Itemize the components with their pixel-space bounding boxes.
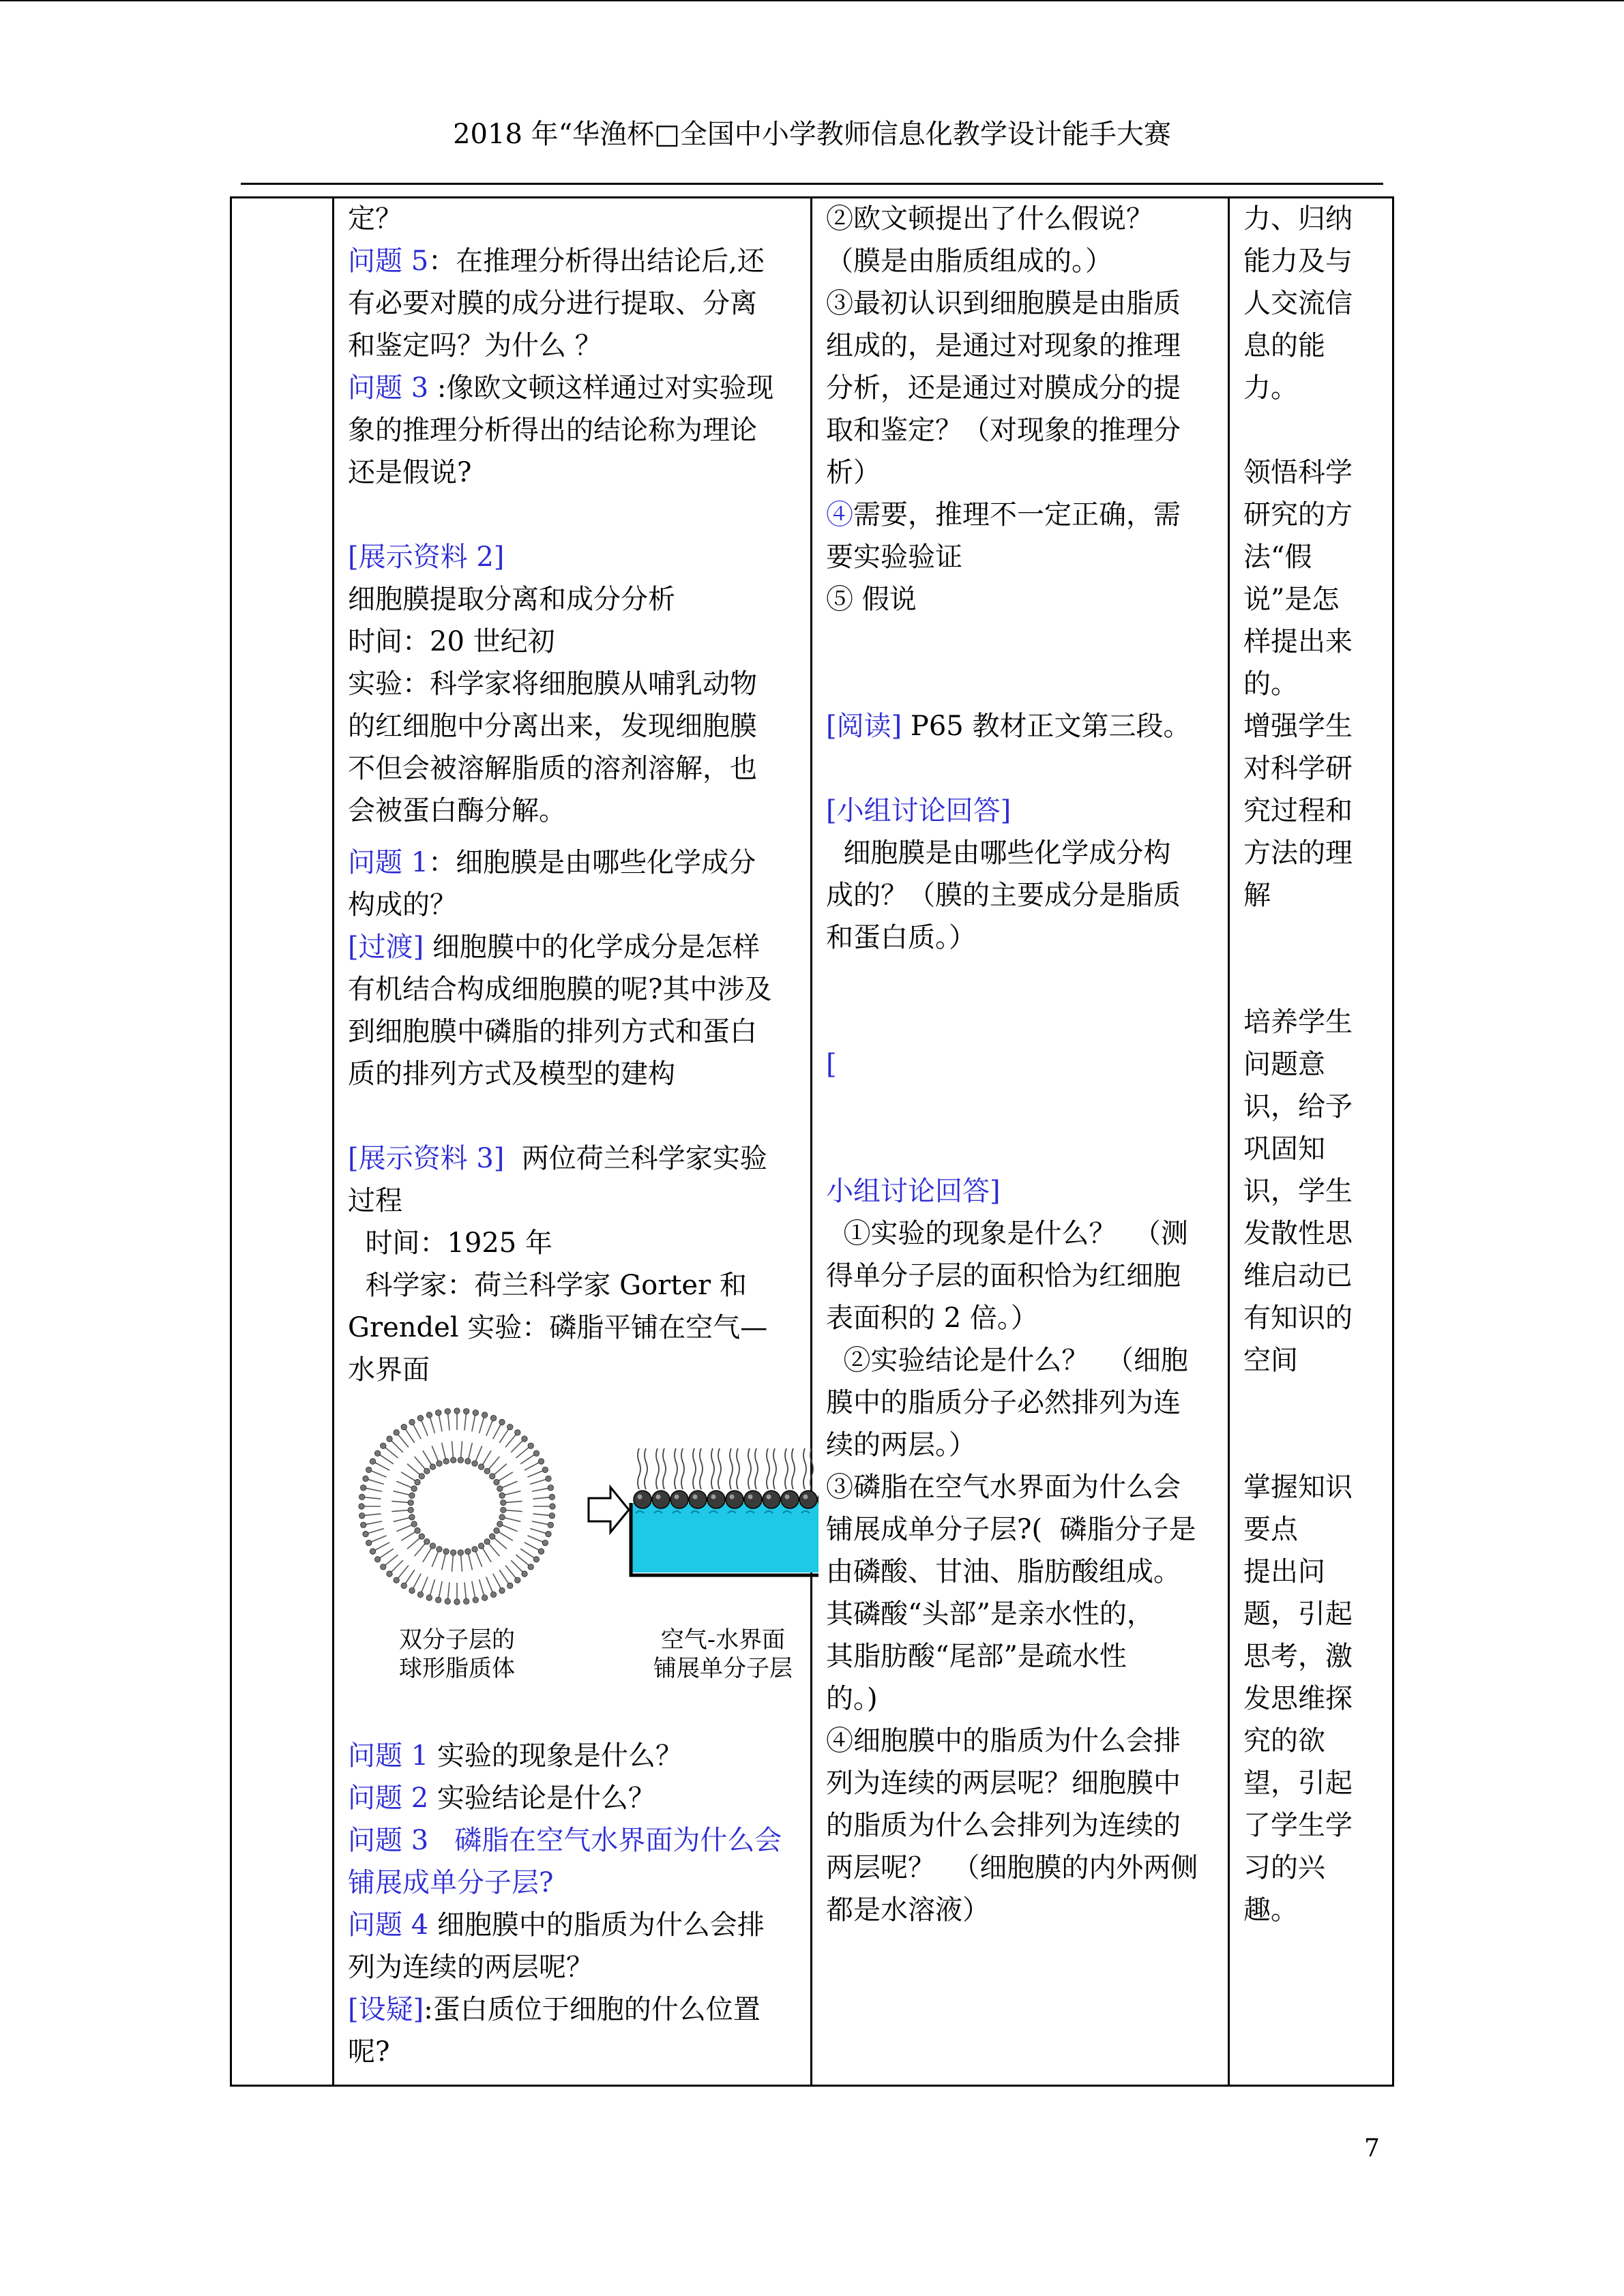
answer-number: ④ [826,499,853,531]
question-3-experiment: 问题 3 磷脂在空气水界面为什么会 [348,1825,782,1856]
text-line: 铺展成单分子层?( 磷脂分子是 [826,1514,1196,1545]
text-line: 取和鉴定？（对现象的推理分 [826,415,1181,446]
text-line: 发散性思 [1243,1218,1353,1249]
text-line: 有必要对膜的成分进行提取、分离 [348,288,757,319]
text-line: 领悟科学 [1243,457,1353,488]
suspense-question [348,1988,805,2031]
text-line: 表面积的 2 倍。） [826,1302,1038,1334]
question-text: 实验的现象是什么？ [428,1740,683,1772]
text-line: 会被蛋白酶分解。 [348,795,566,826]
text-line: 说”是怎 [1243,584,1340,615]
question-5 [348,240,805,282]
text-line: 不但会被溶解脂质的溶剂溶解，也 [348,753,757,784]
question-2-experiment [348,1777,805,1819]
liposome-diagram [348,1401,818,1708]
liposome-monolayer-figure [348,1401,818,1708]
text-line: 解 [1243,880,1271,911]
table-divider-1 [332,196,334,2087]
question-label: 问题 1 [348,1740,429,1772]
text-line: 有知识的 [1243,1302,1353,1334]
question-label: 问题 2 [348,1783,429,1814]
text-line: 培养学生 [1243,1007,1353,1038]
page-header: 2018 年“华渔杯□全国中小学教师信息化教学设计能手大赛 [453,119,1171,150]
text-line: 识，给予 [1243,1091,1353,1122]
question-text: 实验结论是什么？ [428,1783,655,1814]
text-line: 象的推理分析得出的结论称为理论 [348,415,757,446]
question-label: 问题 3 [348,372,429,404]
text-line: ③最初认识到细胞膜是由脂质 [826,288,1181,319]
text-line: 续的两层。） [826,1429,976,1461]
text-line: 其磷酸“头部”是亲水性的， [826,1598,1154,1630]
text-line: 水界面 [348,1354,430,1386]
text-line: 对科学研 [1243,753,1353,784]
answer-4 [826,494,1225,536]
suspense-text: :蛋白质位于细胞的什么位置 [424,1994,761,2025]
text-line: 究的欲 [1243,1725,1325,1757]
suspense-label: [设疑] [348,1994,424,2025]
text-line: 膜中的脂质分子必然排列为连 [826,1387,1181,1418]
text-line: 都是水溶液） [826,1894,990,1926]
figure-label-left-1: 双分子层的 [399,1626,515,1654]
question-3-experiment-cont: 铺展成单分子层? [348,1867,554,1898]
page-number: 7 [1364,2134,1380,2162]
material-3-text: 两位荷兰科学家实验 [504,1143,767,1174]
text-line: 习的兴 [1243,1852,1325,1883]
material-3-label: [展示资料 3] [348,1143,505,1174]
text-line: 科学家：荷兰科学家 Gorter 和 [348,1270,747,1301]
text-line: 的红细胞中分离出来，发现细胞膜 [348,711,757,742]
text-line: 有机结合构成细胞膜的呢?其中涉及 [348,974,772,1005]
text-line: 力。 [1243,372,1298,404]
text-line: 增强学生 [1243,711,1353,742]
transition [348,926,805,968]
text-line: 呢? [348,2036,390,2068]
text-line: 的。 [1243,668,1298,700]
question-label: 问题 1 [348,847,429,878]
text-line: 要点 [1243,1514,1298,1545]
question-4-experiment [348,1904,805,1946]
text-line: 时间：20 世纪初 [348,626,555,657]
text-line: 息的能 [1243,330,1325,361]
text-line: Grendel 实验：磷脂平铺在空气— [348,1312,768,1343]
question-text: ：在推理分析得出结论后,还 [428,245,765,277]
figure-label-right-2: 铺展单分子层 [653,1655,793,1682]
answer-text: 需要，推理不一定正确，需 [853,499,1181,531]
text-line: ④细胞膜中的脂质为什么会排 [826,1725,1181,1757]
water-trough-drawing [631,1503,818,1575]
group-discussion-label: [小组讨论回答] [826,795,1012,826]
text-line: 提出问 [1243,1556,1325,1587]
text-line: ①实验的现象是什么？ （测 [826,1218,1188,1249]
text-line: 识，学生 [1243,1176,1353,1207]
text-line: ②欧文顿提出了什么假说？ [826,203,1153,235]
text-line: 定？ [348,203,402,235]
reading-text: P65 教材正文第三段。 [902,711,1191,742]
text-line: 维启动已 [1243,1260,1353,1292]
table-divider-3 [1228,196,1230,2087]
text-line: 样提出来 [1243,626,1353,657]
table-border-bottom [230,2085,1394,2087]
text-line: 趣。 [1243,1894,1298,1926]
reading-label: [阅读] [826,711,902,742]
text-line: 研究的方 [1243,499,1353,531]
text-line: 得单分子层的面积恰为红细胞 [826,1260,1181,1292]
text-line: 的脂质为什么会排列为连续的 [826,1810,1181,1841]
text-line: 望，引起 [1243,1768,1353,1799]
text-line: 列为连续的两层呢？ [348,1952,593,1983]
text-line: 质的排列方式及模型的建构 [348,1058,675,1090]
student-activity-column [826,198,1225,1931]
figure-label-right-1: 空气-水界面 [660,1626,786,1654]
text-line: 掌握知识 [1243,1472,1353,1503]
page-top-border [0,0,1624,1]
text-line: 列为连续的两层呢？细胞膜中 [826,1768,1181,1799]
teacher-activity-column [348,198,805,2073]
text-line: 时间：1925 年 [348,1227,552,1259]
text-line: 到细胞膜中磷脂的排列方式和蛋白 [348,1016,757,1047]
reading-task [826,705,1225,747]
text-line: 析） [826,457,881,488]
text-line: 力、归纳 [1243,203,1353,235]
text-line: 细胞膜是由哪些化学成分构 [826,837,1171,869]
text-line: 能力及与 [1243,245,1353,277]
question-1-experiment [348,1735,805,1777]
table-border-right [1392,196,1394,2087]
question-text: ：细胞膜是由哪些化学成分 [428,847,756,878]
design-intent-column [1243,198,1390,1931]
text-line: 组成的，是通过对现象的推理 [826,330,1181,361]
text-line: （膜是由脂质组成的。） [826,245,1112,277]
text-line: 其脂肪酸“尾部”是疏水性 [826,1641,1127,1672]
text-line: 分析，还是通过对膜成分的提 [826,372,1181,404]
text-line: 思考，激 [1243,1641,1353,1672]
question-text: :像欧文顿这样通过对实验现 [428,372,774,404]
text-line: 空间 [1243,1345,1298,1376]
question-3 [348,367,805,409]
question-label: 问题 4 [348,1909,429,1941]
transition-label: [过渡] [348,931,424,963]
text-line: 和鉴定吗？为什么 ？ [348,330,602,361]
text-line: 法“假 [1243,541,1312,573]
table-border-left [230,196,232,2087]
bilayer-liposome-drawing [359,1408,555,1605]
group-discussion-label-2: 小组讨论回答] [826,1176,1001,1207]
material-3 [348,1137,805,1180]
text-line: 两层呢？ （细胞膜的内外两侧 [826,1852,1198,1883]
arrow-icon [589,1487,629,1532]
text-line: 还是假说? [348,457,472,488]
material-2-label: [展示资料 2] [348,541,505,573]
text-line: 人交流信 [1243,288,1353,319]
text-line: 成的？（膜的主要成分是脂质 [826,880,1181,911]
question-label: 问题 5 [348,245,429,277]
text-line: 发思维探 [1243,1683,1353,1714]
transition-text: 细胞膜中的化学成分是怎样 [424,931,760,963]
text-line: 究过程和 [1243,795,1353,826]
text-line: 构成的？ [348,889,457,921]
text-line: 由磷酸、甘油、脂肪酸组成。 [826,1556,1181,1587]
bracket-fragment: [ [826,1049,837,1080]
text-line: 巩固知 [1243,1133,1325,1165]
text-line: 题，引起 [1243,1598,1353,1630]
text-line: 细胞膜提取分离和成分分析 [348,584,675,615]
text-line: 过程 [348,1185,402,1217]
text-line: 和蛋白质。） [826,922,976,953]
header-rule [241,183,1383,185]
figure-label-left-2: 球形脂质体 [399,1655,515,1682]
text-line: 了学生学 [1243,1810,1353,1841]
question-1 [348,841,805,884]
table-divider-2 [810,196,812,2087]
question-text: 细胞膜中的脂质为什么会排 [428,1909,765,1941]
text-line: 问题意 [1243,1049,1325,1080]
text-line: 方法的理 [1243,837,1353,869]
text-line: 要实验验证 [826,541,962,573]
text-line: ②实验结论是什么？ （细胞 [826,1345,1188,1376]
text-line: 的。) [826,1683,878,1714]
text-line: ③磷脂在空气水界面为什么会 [826,1472,1181,1503]
text-line: 实验：科学家将细胞膜从哺乳动物 [348,668,757,700]
text-line: ⑤ 假说 [826,584,917,615]
